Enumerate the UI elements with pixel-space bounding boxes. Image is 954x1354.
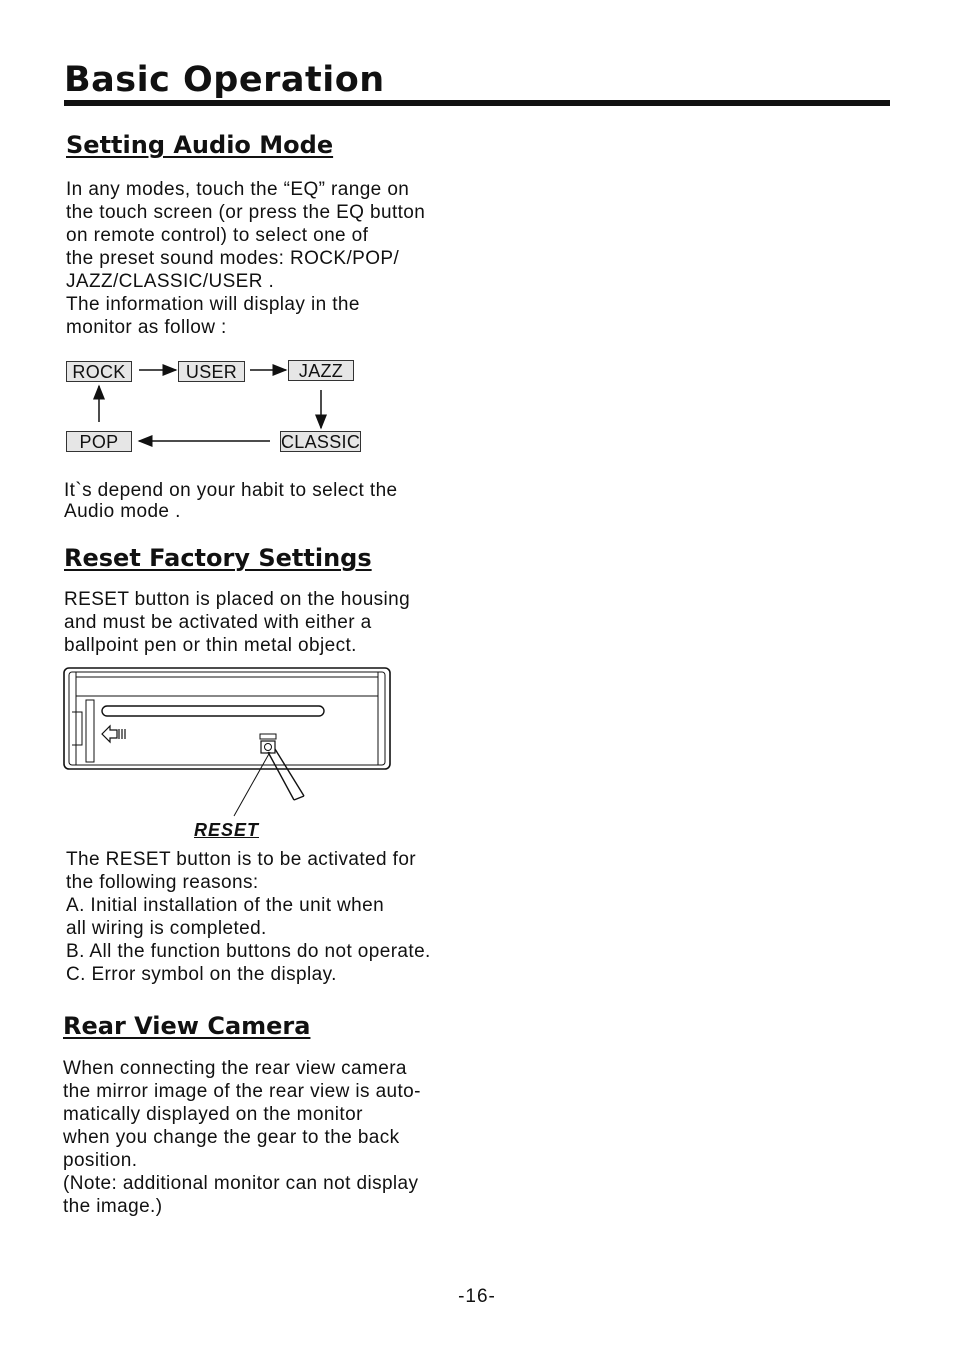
- release-arrow-icon: [102, 726, 125, 742]
- page-title: Basic Operation: [64, 60, 385, 100]
- reset-hole-icon: [260, 734, 276, 753]
- mode-jazz: JAZZ: [288, 360, 354, 381]
- reset-reasons: The RESET button is to be activated for the following reasons: A. Initial installation of the unit when all wiring is completed. B. All the function buttons do not operate. C. Error symbol on the display.: [66, 849, 431, 985]
- mode-rock: ROCK: [66, 361, 132, 382]
- audio-mode-intro: In any modes, touch the “EQ” range on the touch screen (or press the EQ button on remote control) to select one of the preset sound modes: ROCK/POP/ JAZZ/CLASSIC/USER . The information will display in the monitor as follow :: [66, 179, 426, 338]
- mode-classic: CLASSIC: [281, 432, 361, 452]
- mode-user: USER: [178, 361, 245, 382]
- reset-heading: Reset Factory Settings: [64, 544, 372, 572]
- rear-camera-body: When connecting the rear view camera the mirror image of the rear view is auto- matically displayed on the monitor when you change the gear to the back position. (Note: additional monitor can not display the image.): [63, 1058, 421, 1217]
- page-number: -16-: [458, 1286, 496, 1307]
- audio-mode-heading: Setting Audio Mode: [66, 131, 334, 159]
- reset-callout-label: RESET: [194, 820, 260, 840]
- pen-icon: [268, 749, 304, 800]
- mode-pop: POP: [66, 431, 132, 452]
- audio-mode-note: It`s depend on your habit to select the Audio mode .: [64, 480, 398, 522]
- reset-intro: RESET button is placed on the housing and must be activated with either a ballpoint pen or thin metal object.: [64, 589, 411, 656]
- rear-camera-heading: Rear View Camera: [63, 1012, 311, 1040]
